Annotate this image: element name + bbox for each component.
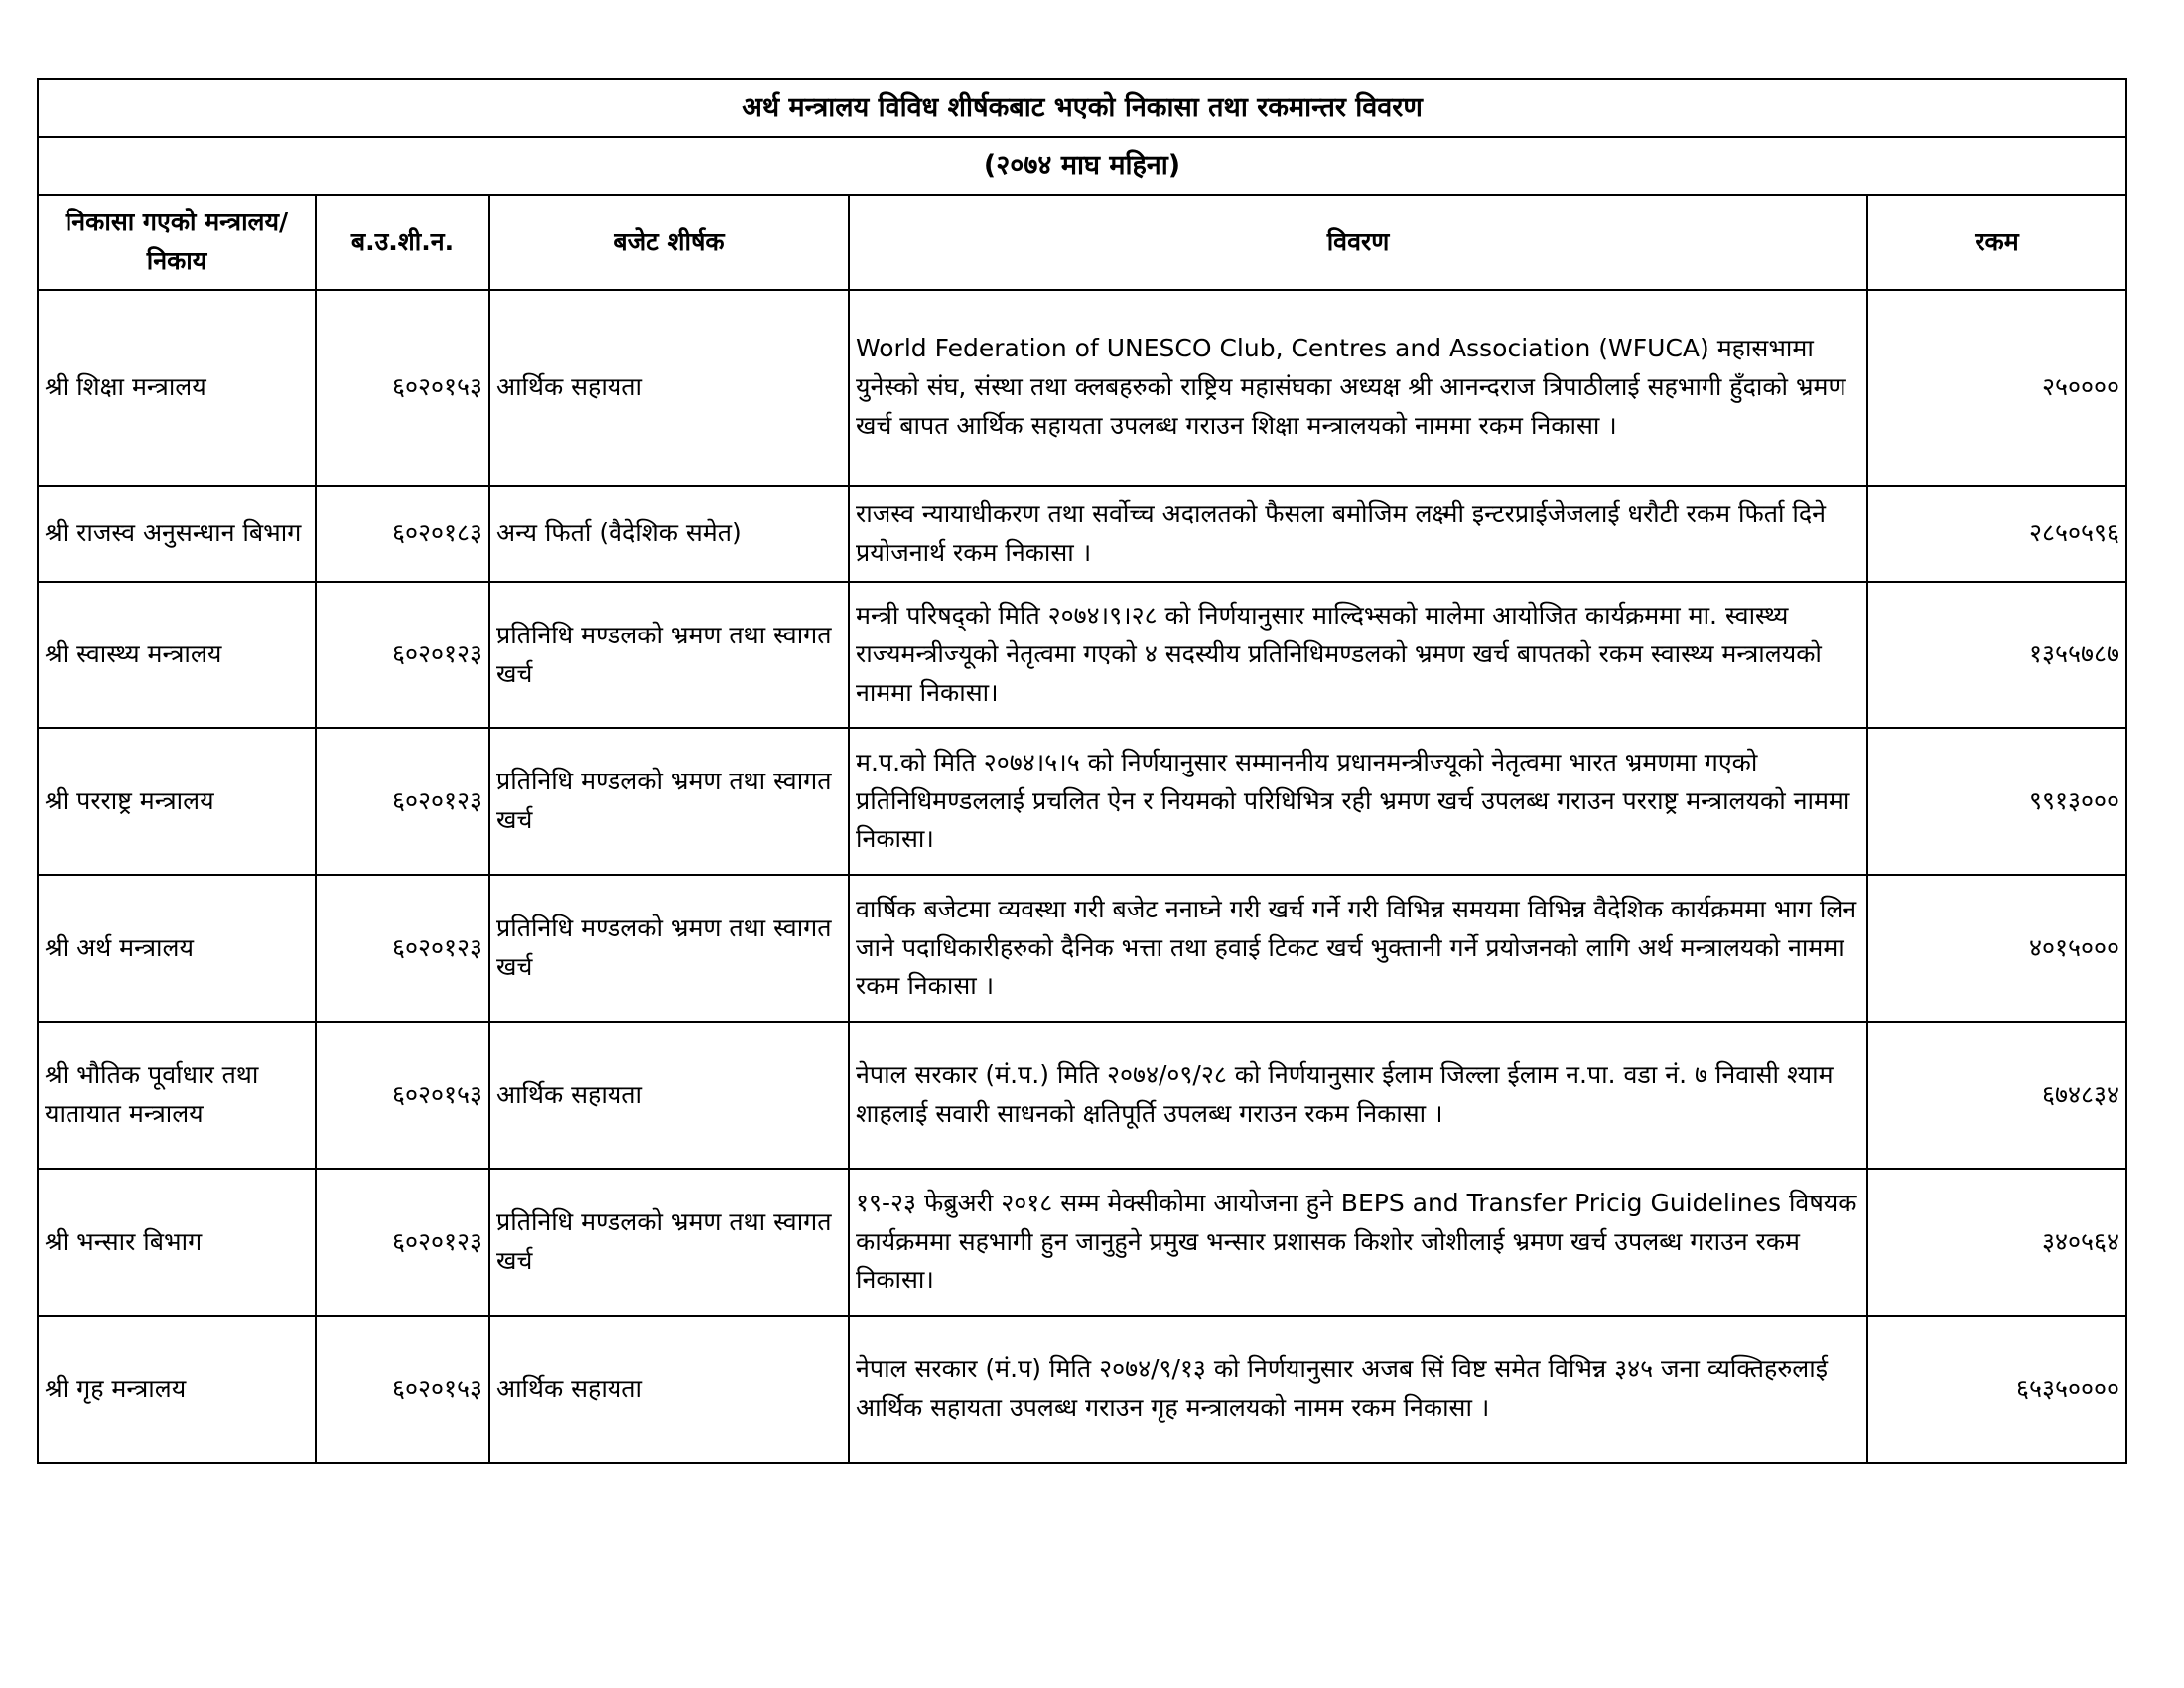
table-body (38, 79, 2126, 1463)
table-row (38, 486, 2126, 582)
office-cell: श्री राजस्व अनुसन्धान बिभाग (38, 486, 316, 582)
table-row (38, 582, 2126, 728)
document-title: अर्थ मन्त्रालय विविध शीर्षकबाट भएको निकासा तथा रकमान्तर विवरण (38, 79, 2126, 137)
budget-head-cell: प्रतिनिधि मण्डलको भ्रमण तथा स्वागत खर्च (489, 582, 849, 728)
budget-code-cell: ६०२०१२३ (316, 582, 489, 728)
description-cell: वार्षिक बजेटमा व्यवस्था गरी बजेट ननाघ्ने गरी खर्च गर्ने गरी विभिन्न समयमा विभिन्न वैदेशिक कार्यक्रममा भाग लिन जाने पदाधिकारीहरुको दैनिक भत्ता तथा हवाई टिकट खर्च भुक्तानी गर्ने प्रयोजनको लागि अर्थ मन्त्रालयको नाममा रकम निकासा । (849, 875, 1867, 1022)
amount-cell: ९९१३००० (1867, 728, 2126, 875)
amount-cell: १३५५७८७ (1867, 582, 2126, 728)
budget-code-cell: ६०२०१२३ (316, 1169, 489, 1316)
budget-head-cell: प्रतिनिधि मण्डलको भ्रमण तथा स्वागत खर्च (489, 728, 849, 875)
budget-code-cell: ६०२०१५३ (316, 290, 489, 486)
office-cell: श्री परराष्ट्र मन्त्रालय (38, 728, 316, 875)
amount-cell: ६५३५०००० (1867, 1316, 2126, 1463)
office-cell: श्री स्वास्थ्य मन्त्रालय (38, 582, 316, 728)
budget-head-cell: आर्थिक सहायता (489, 290, 849, 486)
budget-code-cell: ६०२०१८३ (316, 486, 489, 582)
table-row (38, 290, 2126, 486)
subtitle-row (38, 137, 2126, 195)
header-amount: रकम (1867, 195, 2126, 290)
table-row (38, 875, 2126, 1022)
office-cell: श्री अर्थ मन्त्रालय (38, 875, 316, 1022)
document-subtitle: (२०७४ माघ महिना) (38, 137, 2126, 195)
amount-cell: २८५०५९६ (1867, 486, 2126, 582)
office-cell: श्री भौतिक पूर्वाधार तथा यातायात मन्त्रालय (38, 1022, 316, 1169)
header-office: निकासा गएको मन्त्रालय/निकाय (38, 195, 316, 290)
office-cell: श्री शिक्षा मन्त्रालय (38, 290, 316, 486)
budget-head-cell: प्रतिनिधि मण्डलको भ्रमण तथा स्वागत खर्च (489, 1169, 849, 1316)
table-row (38, 1169, 2126, 1316)
description-cell: म.प.को मिति २०७४।५।५ को निर्णयानुसार सम्माननीय प्रधानमन्त्रीज्यूको नेतृत्वमा भारत भ्रमणमा गएको प्रतिनिधिमण्डललाई प्रचलित ऐन र नियमको परिधिभित्र रही भ्रमण खर्च उपलब्ध गराउन परराष्ट्र मन्त्रालयको नाममा निकासा। (849, 728, 1867, 875)
header-budget-head: बजेट शीर्षक (489, 195, 849, 290)
budget-code-cell: ६०२०१२३ (316, 728, 489, 875)
title-row (38, 79, 2126, 137)
budget-head-cell: प्रतिनिधि मण्डलको भ्रमण तथा स्वागत खर्च (489, 875, 849, 1022)
header-budget-code: ब.उ.शी.न. (316, 195, 489, 290)
budget-code-cell: ६०२०१२३ (316, 875, 489, 1022)
amount-cell: ६७४८३४ (1867, 1022, 2126, 1169)
office-cell: श्री गृह मन्त्रालय (38, 1316, 316, 1463)
description-cell: नेपाल सरकार (मं.प.) मिति २०७४/०९/२८ को निर्णयानुसार ईलाम जिल्ला ईलाम न.पा. वडा नं. ७ निवासी श्याम शाहलाई सवारी साधनको क्षतिपूर्ति उपलब्ध गराउन रकम निकासा । (849, 1022, 1867, 1169)
header-row (38, 195, 2126, 290)
header-description: विवरण (849, 195, 1867, 290)
office-cell: श्री भन्सार बिभाग (38, 1169, 316, 1316)
description-cell: मन्त्री परिषद्को मिति २०७४।९।२८ को निर्णयानुसार माल्दिभ्सको मालेमा आयोजित कार्यक्रममा मा. स्वास्थ्य राज्यमन्त्रीज्यूको नेतृत्वमा गएको ४ सदस्यीय प्रतिनिधिमण्डलको भ्रमण खर्च बापतको रकम स्वास्थ्य मन्त्रालयको नाममा निकासा। (849, 582, 1867, 728)
budget-head-cell: आर्थिक सहायता (489, 1316, 849, 1463)
disbursement-table (37, 78, 2127, 1464)
table-row (38, 1022, 2126, 1169)
amount-cell: २५०००० (1867, 290, 2126, 486)
amount-cell: ३४०५६४ (1867, 1169, 2126, 1316)
budget-code-cell: ६०२०१५३ (316, 1022, 489, 1169)
budget-head-cell: अन्य फिर्ता (वैदेशिक समेत) (489, 486, 849, 582)
amount-cell: ४०१५००० (1867, 875, 2126, 1022)
budget-code-cell: ६०२०१५३ (316, 1316, 489, 1463)
table-row (38, 1316, 2126, 1463)
description-cell: नेपाल सरकार (मं.प) मिति २०७४/९/१३ को निर्णयानुसार अजब सिं विष्ट समेत विभिन्न ३४५ जना व्यक्तिहरुलाई आर्थिक सहायता उपलब्ध गराउन गृह मन्त्रालयको नामम रकम निकासा । (849, 1316, 1867, 1463)
table-row (38, 728, 2126, 875)
description-cell: World Federation of UNESCO Club, Centres and Association (WFUCA) महासभामा युनेस्को संघ, संस्था तथा क्लबहरुको राष्ट्रिय महासंघका अध्यक्ष श्री आनन्दराज त्रिपाठीलाई सहभागी हुँदाको भ्रमण खर्च बापत आर्थिक सहायता उपलब्ध गराउन शिक्षा मन्त्रालयको नाममा रकम निकासा । (849, 290, 1867, 486)
description-cell: १९-२३ फेब्रुअरी २०१८ सम्म मेक्सीकोमा आयोजना हुने BEPS and Transfer Pricig Guidelines विषयक कार्यक्रममा सहभागी हुन जानुहुने प्रमुख भन्सार प्रशासक किशोर जोशीलाई भ्रमण खर्च उपलब्ध गराउन रकम निकासा। (849, 1169, 1867, 1316)
description-cell: राजस्व न्यायाधीकरण तथा सर्वोच्च अदालतको फैसला बमोजिम लक्ष्मी इन्टरप्राईजेजलाई धरौटी रकम फिर्ता दिने प्रयोजनार्थ रकम निकासा । (849, 486, 1867, 582)
budget-head-cell: आर्थिक सहायता (489, 1022, 849, 1169)
